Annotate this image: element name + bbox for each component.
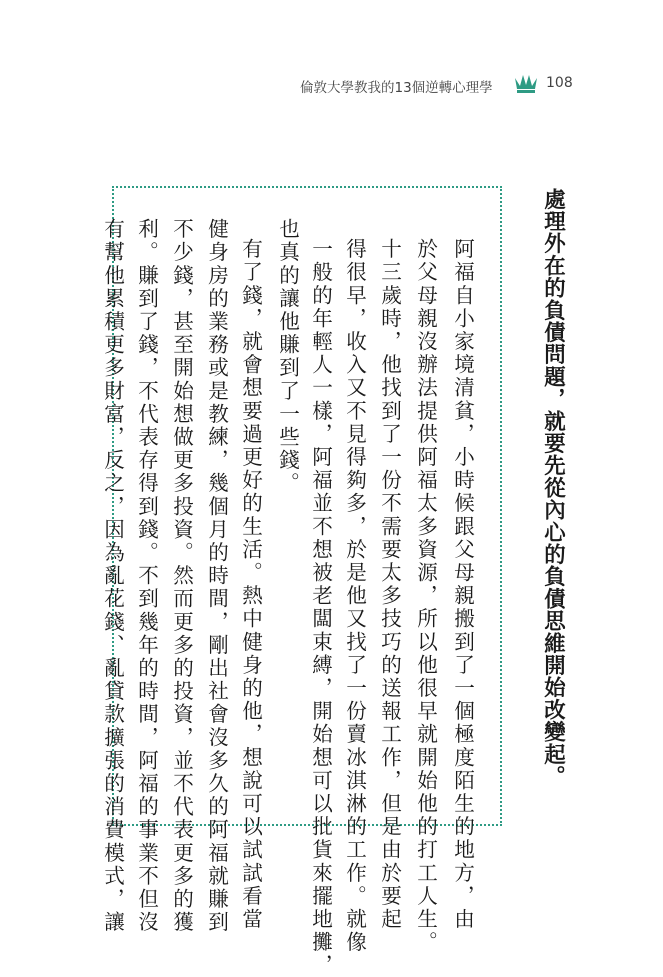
body-line: 不少錢，甚至開始想做更多投資。然而更多的投資，並不代表更多的獲 [169, 218, 194, 935]
body-line: 於父母親沒辦法提供阿福太多資源，所以他很早就開始他的打工人生。 [413, 238, 438, 955]
page-header [0, 70, 663, 100]
body-line: 一般的年輕人一樣，阿福並不想被老闆束縛，開始想可以批貨來擺地攤， [308, 238, 333, 977]
body-line: 健身房的業務或是教練，幾個月的時間，剛出社會沒多久的阿福就賺到 [204, 218, 229, 935]
body-line: 有了錢，就會想要過更好的生活。熱中健身的他，想說可以試試看當 [238, 238, 263, 931]
body-line: 也真的讓他賺到了一些錢。 [275, 218, 300, 496]
chapter-subtitle: 處理外在的負債問題，就要先從內心的負債思維開始改變起。 [540, 188, 566, 788]
body-line: 有幫他累積更多財富，反之，因為亂花錢、亂貸款擴張的消費模式，讓 [100, 218, 125, 935]
body-line: 十三歲時，他找到了一份不需要太多技巧的送報工作，但是由於要起 [377, 238, 402, 931]
book-title: 倫敦大學教我的13個逆轉心理學 [300, 80, 493, 96]
body-line: 得很早，收入又不見得夠多，於是他又找了一份賣冰淇淋的工作。就像 [342, 238, 367, 955]
crown-icon [513, 72, 539, 94]
page-number: 108 [546, 75, 573, 91]
body-line: 阿福自小家境清貧，小時候跟父母親搬到了一個極度陌生的地方，由 [450, 238, 475, 931]
body-line: 利。賺到了錢，不代表存得到錢。不到幾年的時間，阿福的事業不但沒 [134, 218, 159, 935]
